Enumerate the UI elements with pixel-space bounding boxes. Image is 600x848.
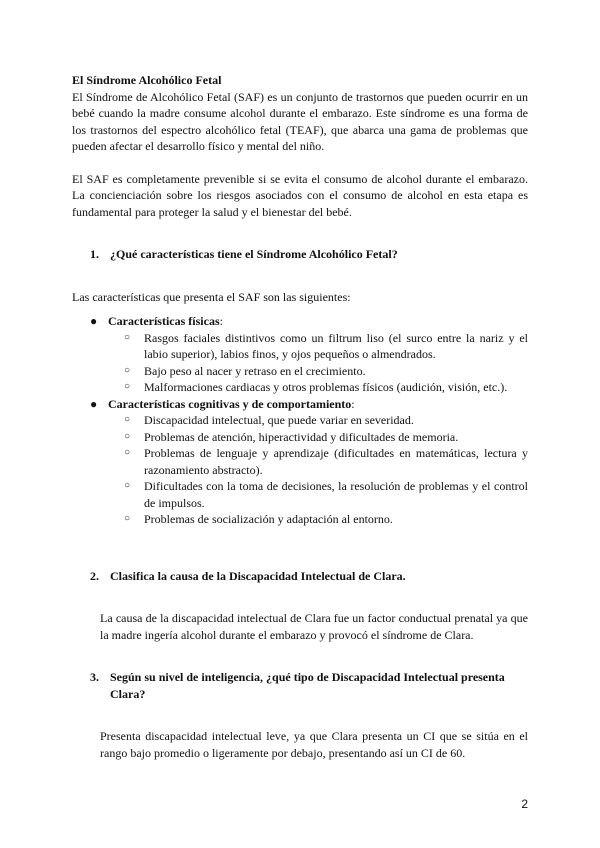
page-number: 2 (521, 797, 528, 811)
list-item (108, 330, 528, 363)
circle-bullet-icon: ○ (124, 331, 131, 343)
question-3-number: 3. (90, 670, 99, 684)
list-item-label: Características cognitivas y de comportamiento (108, 396, 352, 411)
list-item-text: Dificultades con la toma de decisiones, la resolución de problemas y el control de impulsos. (144, 479, 528, 510)
question-3 (72, 669, 528, 702)
sublist-physical (108, 330, 528, 396)
list-item (108, 445, 528, 478)
list-item (108, 478, 528, 511)
list-item-text: Malformaciones cardiacas y otros problemas físicos (audición, visión, etc.). (144, 380, 508, 394)
circle-bullet-icon: ○ (124, 364, 131, 376)
circle-bullet-icon: ○ (124, 513, 131, 524)
question-1-text: ¿Qué características tiene el Síndrome Alcohólico Fetal? (110, 247, 398, 261)
document-page (72, 72, 528, 761)
question-1-lead: Las características que presenta el SAF son las siguientes: (72, 289, 351, 304)
list-item (108, 429, 528, 446)
list-item-text: Bajo peso al nacer y retraso en el crecimiento. (144, 363, 366, 378)
question-2-number: 2. (90, 568, 99, 583)
characteristics-list (72, 313, 528, 528)
circle-bullet-icon: ○ (124, 430, 131, 442)
list-item-suffix: : (219, 314, 223, 328)
question-1 (72, 246, 528, 263)
list-item-text: Discapacidad intelectual, que puede variar en severidad. (144, 413, 414, 427)
list-item-cognitive (72, 396, 528, 528)
question-2 (72, 568, 528, 585)
question-1-number: 1. (90, 247, 99, 261)
list-item-text: Rasgos faciales distintivos como un filtrum liso (el surco entre la nariz y el labio superior), labios finos, y ojos pequeños o almendrados. (144, 330, 528, 361)
list-item-suffix: : (351, 396, 355, 411)
circle-bullet-icon: ○ (124, 480, 131, 491)
list-item-text: Problemas de socialización y adaptación al entorno. (144, 512, 393, 526)
answer-2: La causa de la discapacidad intelectual de Clara fue un factor conductual prenatal ya que la madre ingería alcohol durante el embarazo y provocó el síndrome de Clara. (100, 611, 528, 642)
document-title: El Síndrome Alcohólico Fetal (72, 73, 222, 87)
circle-bullet-icon: ○ (124, 414, 131, 425)
circle-bullet-icon: ○ (124, 447, 131, 458)
list-item (108, 379, 528, 396)
list-item-text: Problemas de lenguaje y aprendizaje (dificultades en matemáticas, lectura y razonamiento abstracto). (144, 446, 528, 477)
bullet-icon: ● (90, 396, 98, 411)
intro-paragraph-1: El Síndrome de Alcohólico Fetal (SAF) es un conjunto de trastornos que pueden ocurrir en un bebé cuando la madre consume alcohol durante el embarazo. Este síndrome es una forma de los trastornos del espectro alcohólico fetal (TEAF), que abarca una gama de problemas que pueden afectar el desarrollo físico y mental del niño. (72, 89, 528, 153)
list-item (108, 511, 528, 528)
sublist-cognitive (108, 412, 528, 528)
list-item-label: Características físicas (108, 314, 220, 328)
question-3-text: Según su nivel de inteligencia, ¿qué tipo de Discapacidad Intelectual presenta Clara? (110, 670, 505, 701)
list-item (108, 412, 528, 429)
intro-paragraph-2: El SAF es completamente prevenible si se evita el consumo de alcohol durante el embarazo. La concienciación sobre los riesgos asociados con el consumo de alcohol en esta etapa es fundamental para proteger la salud y el bienestar del bebé. (72, 171, 528, 219)
list-item-text: Problemas de atención, hiperactividad y dificultades de memoria. (144, 429, 459, 444)
circle-bullet-icon: ○ (124, 381, 131, 392)
question-2-text: Clasifica la causa de la Discapacidad Intelectual de Clara. (110, 568, 406, 583)
bullet-icon: ● (90, 314, 98, 328)
list-item (108, 363, 528, 380)
list-item-physical (72, 313, 528, 396)
answer-3: Presenta discapacidad intelectual leve, ya que Clara presenta un CI que se sitúa en el rango bajo promedio o ligeramente por debajo, presentando así un CI de 60. (100, 729, 528, 760)
